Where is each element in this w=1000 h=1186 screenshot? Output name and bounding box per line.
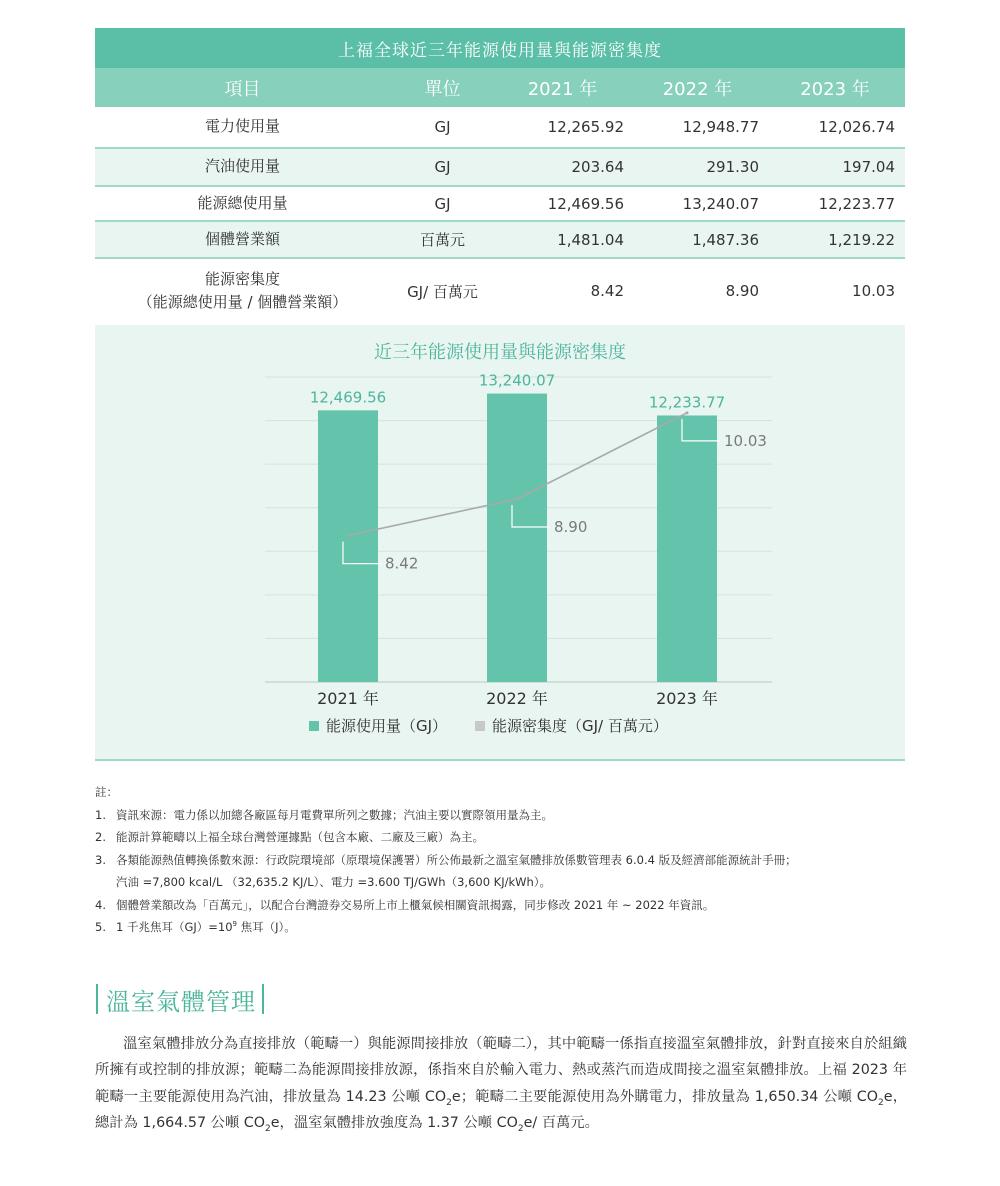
section-heading (96, 981, 264, 1017)
note-text: 各類能源熱值轉換係數來源：行政院環境部（原環境保護署）所公佈最新之溫室氣體排放係數管理表 6.0.4 版及經濟部能源統計手冊； (116, 852, 797, 867)
paragraph-text: e；範疇二主要能源使用為外購電力，排放量為 1,650.34 公噸 CO (451, 1088, 878, 1105)
row-item: 能源總使用量 (197, 193, 288, 212)
note-text: 個體營業額改為「百萬元」，以配合台灣證券交易所上市上櫃氣候相關資訊揭露，同步修改 2021 年 ~ 2022 年資訊。 (116, 897, 715, 912)
notes-title: 註： (95, 785, 118, 799)
legend-swatch-line (475, 721, 485, 731)
row-value-2022: 12,948.77 (682, 118, 759, 136)
row-value-2021: 12,469.56 (547, 194, 624, 213)
row-value-2023: 197.04 (842, 158, 895, 176)
intensity-point (516, 498, 519, 501)
note-number: 3. (95, 852, 106, 867)
note-item (95, 804, 905, 827)
subscript: 2 (878, 1097, 884, 1108)
row-value-2021: 1,481.04 (557, 230, 624, 249)
chart-title: 近三年能源使用量與能源密集度 (374, 342, 626, 363)
subscript: 2 (265, 1124, 271, 1135)
bar (657, 415, 717, 682)
paragraph-text: 溫室氣體排放分為直接排放（範疇一）與能源間接排放（範疇二），其中範疇一係指直接溫室氣體排放，針對直接來自於組織所擁有或控制的排放源；範疇二為能源間接排放源，係指來自於輸入電力、熱或蒸汽而造成間接之溫室氣體排放。上福 2023 年範疇一主要能源使用為汽油，排放量為 14.23 公噸 CO (95, 1036, 907, 1105)
energy-table (95, 28, 905, 323)
intensity-data-label: 8.42 (385, 554, 419, 573)
row-value-2022: 8.90 (725, 282, 759, 300)
subscript: 2 (517, 1124, 524, 1135)
table-row (95, 187, 905, 222)
note-item (95, 916, 905, 939)
bar-data-label: 12,469.56 (309, 388, 387, 407)
row-value-2022: 13,240.07 (682, 194, 759, 213)
legend-swatch-bar (309, 721, 319, 731)
row-item: 汽油使用量 (204, 157, 280, 176)
row-unit: GJ (434, 118, 451, 136)
legend-label-bar: 能源使用量（GJ） (326, 717, 448, 735)
row-item-main: 能源密集度 (204, 269, 280, 288)
intensity-data-label: 8.90 (554, 518, 588, 536)
note-item (95, 849, 905, 872)
note-text-part: 1 千兆焦耳（GJ）=10 (116, 920, 233, 934)
row-unit: 百萬元 (419, 231, 465, 249)
row-value-2023: 10.03 (852, 282, 895, 300)
note-number: 4. (95, 897, 106, 912)
subscript: 2 (446, 1097, 452, 1108)
paragraph-text: e，總計為 1,664.57 公噸 CO (95, 1088, 907, 1132)
header-2022: 2022 年 (662, 78, 733, 100)
row-item-sub: （能源總使用量 / 個體營業額） (137, 293, 348, 311)
header-item: 項目 (224, 78, 261, 100)
header-unit: 單位 (424, 78, 461, 100)
note-number: 2. (95, 830, 106, 844)
table-row (95, 149, 905, 187)
chart-panel (95, 325, 905, 761)
energy-chart (95, 325, 905, 761)
intensity-point (347, 534, 350, 537)
note-text (116, 916, 296, 939)
section-paragraph (95, 1031, 907, 1137)
row-unit: GJ/ 百萬元 (407, 282, 478, 301)
intensity-point (686, 411, 689, 414)
table-row (95, 259, 905, 323)
row-value-2022: 291.30 (706, 158, 759, 176)
paragraph-text: e/ 百萬元。 (523, 1115, 599, 1132)
x-tick-label: 2021 年 (317, 689, 379, 708)
notes (95, 781, 905, 939)
note-number: 1. (95, 807, 106, 822)
table-title: 上福全球近三年能源使用量與能源密集度 (95, 28, 905, 68)
note-number: 5. (95, 920, 106, 934)
row-value-2023: 1,219.22 (828, 230, 895, 249)
x-tick-label: 2022 年 (486, 689, 548, 708)
row-item: 個體營業額 (204, 229, 280, 248)
bar-data-label: 13,240.07 (478, 371, 556, 390)
bar (318, 410, 378, 682)
note-text-part: 焦耳（J）。 (237, 920, 296, 934)
row-value-2023: 12,223.77 (818, 194, 895, 213)
note-continuation: 汽油 =7,800 kcal/L （32,635.2 KJ/L）、電力 =3.600 TJ/GWh（3,600 KJ/kWh）。 (116, 875, 552, 889)
bar (487, 394, 547, 682)
section-title: 溫室氣體管理 (106, 987, 256, 1016)
note-text: 能源計算範疇以上福全球台灣營運據點（包含本廠、二廠及三廠）為主。 (116, 830, 484, 844)
note-superscript: 9 (232, 920, 238, 929)
row-item: 電力使用量 (204, 117, 280, 136)
table-row (95, 222, 905, 259)
row-value-2021: 8.42 (590, 282, 624, 300)
row-unit: GJ (434, 158, 451, 176)
header-2023: 2023 年 (800, 78, 870, 100)
heading-bar-right (262, 984, 264, 1014)
row-unit: GJ (434, 194, 451, 213)
row-item (95, 268, 390, 315)
x-tick-label: 2023 年 (656, 689, 718, 708)
bar-data-label: 12,233.77 (648, 393, 726, 412)
table-row (95, 107, 905, 149)
header-2021: 2021 年 (527, 78, 598, 100)
note-text: 資訊來源：電力係以加總各廠區每月電費單所列之數據；汽油主要以實際領用量為主。 (116, 807, 553, 822)
row-value-2023: 12,026.74 (818, 118, 895, 136)
table-header-row (95, 68, 905, 107)
intensity-data-label: 10.03 (724, 431, 767, 450)
note-item (95, 826, 905, 849)
legend-label-line: 能源密集度（GJ/ 百萬元） (492, 717, 668, 735)
row-value-2021: 12,265.92 (547, 118, 624, 136)
row-value-2021: 203.64 (571, 158, 624, 176)
paragraph-text: e，溫室氣體排放強度為 1.37 公噸 CO (270, 1115, 518, 1132)
note-item (95, 894, 905, 917)
row-value-2022: 1,487.36 (692, 230, 759, 249)
